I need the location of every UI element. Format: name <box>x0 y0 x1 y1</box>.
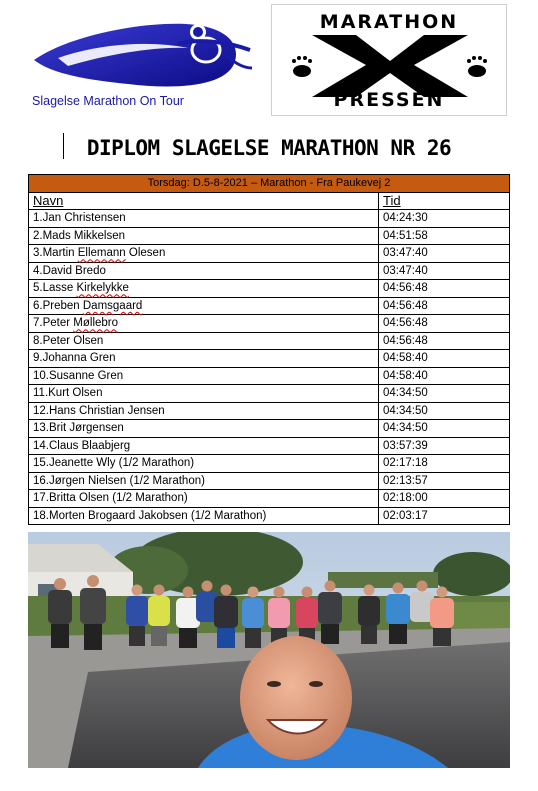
column-header-row <box>29 192 510 210</box>
runner-name: 14.Claus Blaabjerg <box>29 437 379 455</box>
table-row <box>29 350 510 368</box>
table-row <box>29 455 510 473</box>
runner-time: 03:57:39 <box>379 437 510 455</box>
runner-time: 04:56:48 <box>379 297 510 315</box>
runner-time: 04:58:40 <box>379 367 510 385</box>
marathon-pressen-logo <box>271 4 507 116</box>
table-row <box>29 507 510 525</box>
runner-name: 7.Peter Møllebro <box>29 315 379 333</box>
runner-name: 12.Hans Christian Jensen <box>29 402 379 420</box>
table-row <box>29 297 510 315</box>
results-table <box>28 174 510 525</box>
runner-time: 02:03:17 <box>379 507 510 525</box>
table-row <box>29 280 510 298</box>
table-row <box>29 227 510 245</box>
slagelse-marathon-logo <box>28 14 260 114</box>
group-photo-image <box>28 532 510 768</box>
runner-time: 04:56:48 <box>379 315 510 333</box>
race-info-header: Torsdag: D.5-8-2021 – Marathon - Fra Paukevej 2 <box>29 175 510 193</box>
table-row <box>29 472 510 490</box>
runner-name: 10.Susanne Gren <box>29 367 379 385</box>
logo-left-text: Slagelse Marathon On Tour <box>32 94 184 108</box>
runner-name: 15.Jeanette Wly (1/2 Marathon) <box>29 455 379 473</box>
runner-time: 04:58:40 <box>379 350 510 368</box>
runner-name: 5.Lasse Kirkelykke <box>29 280 379 298</box>
runner-name: 3.Martin Ellemann Olesen <box>29 245 379 263</box>
table-row <box>29 245 510 263</box>
runner-name: 9.Johanna Gren <box>29 350 379 368</box>
logo-right-top-text: MARATHON <box>319 11 459 33</box>
logo-right-bottom-text: PRESSEN <box>333 89 445 111</box>
runner-name: 11.Kurt Olsen <box>29 385 379 403</box>
runner-name: 18.Morten Brogaard Jakobsen (1/2 Marathon) <box>29 507 379 525</box>
runner-name: 4.David Bredo <box>29 262 379 280</box>
runner-time: 04:34:50 <box>379 385 510 403</box>
runner-time: 04:34:50 <box>379 402 510 420</box>
runner-name: 16.Jørgen Nielsen (1/2 Marathon) <box>29 472 379 490</box>
table-row <box>29 315 510 333</box>
page-title: DIPLOM SLAGELSE MARATHON NR 26 <box>86 136 452 160</box>
runner-time: 02:13:57 <box>379 472 510 490</box>
runner-name: 13.Brit Jørgensen <box>29 420 379 438</box>
table-row <box>29 420 510 438</box>
table-row <box>29 402 510 420</box>
runner-name: 1.Jan Christensen <box>29 210 379 228</box>
table-row <box>29 332 510 350</box>
table-row <box>29 367 510 385</box>
table-row <box>29 210 510 228</box>
runner-time: 04:56:48 <box>379 332 510 350</box>
table-row <box>29 262 510 280</box>
runner-name: 8.Peter Olsen <box>29 332 379 350</box>
runner-time: 04:34:50 <box>379 420 510 438</box>
runner-name: 6.Preben Damsgaard <box>29 297 379 315</box>
group-photo <box>28 532 510 768</box>
table-header-row <box>29 175 510 193</box>
table-row <box>29 437 510 455</box>
column-header-time: Tid <box>379 192 510 210</box>
runner-time: 03:47:40 <box>379 262 510 280</box>
runner-time: 03:47:40 <box>379 245 510 263</box>
runner-time: 04:56:48 <box>379 280 510 298</box>
runner-name: 17.Britta Olsen (1/2 Marathon) <box>29 490 379 508</box>
runner-swoosh-icon <box>28 14 260 94</box>
table-row <box>29 385 510 403</box>
runner-time: 02:17:18 <box>379 455 510 473</box>
runner-time: 02:18:00 <box>379 490 510 508</box>
table-row <box>29 490 510 508</box>
runner-time: 04:24:30 <box>379 210 510 228</box>
runner-name: 2.Mads Mikkelsen <box>29 227 379 245</box>
runner-time: 04:51:58 <box>379 227 510 245</box>
column-header-name: Navn <box>29 192 379 210</box>
